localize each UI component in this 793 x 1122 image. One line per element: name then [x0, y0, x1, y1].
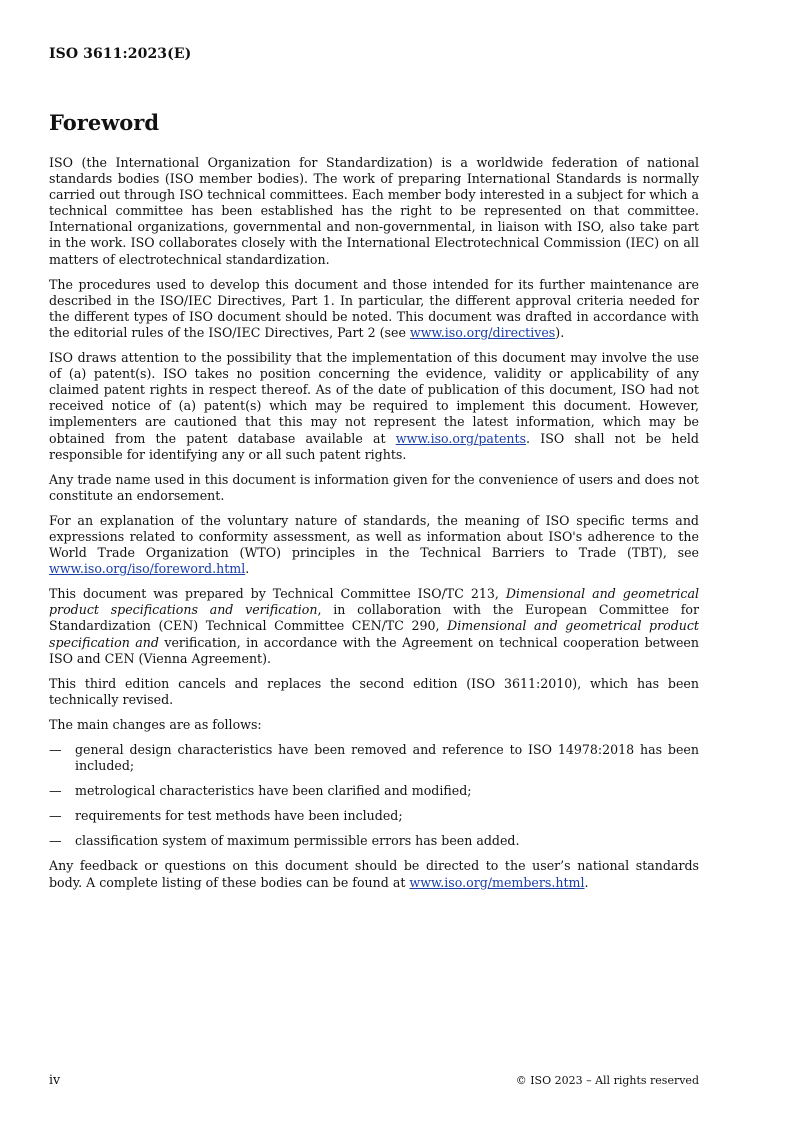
paragraph-procedures: The procedures used to develop this document and those intended for its further maintenance are described in the ISO/IEC Directives, Part 1. In particular, the different approval criteria needed for the different types of ISO document should be noted. This document was drafted in accordance with the editorial rules of the ISO/IEC Directives, Part 2 (see www.iso.org/directives).	[49, 276, 699, 340]
list-item: — classification system of maximum permissible errors has been added.	[49, 833, 520, 849]
paragraph-feedback: Any feedback or questions on this document should be directed to the user’s national standards body. A complete listing of these bodies can be found at www.iso.org/members.html.	[49, 858, 699, 890]
document-id: ISO 3611:2023(E)	[49, 46, 192, 62]
foreword-link[interactable]: www.iso.org/iso/foreword.html	[49, 561, 246, 577]
paragraph-voluntary-nature: For an explanation of the voluntary nature of standards, the meaning of ISO specific terms and expressions related to conformity assessment, as well as information about ISO's adherence to the World Trade Organization (WTO) principles in the Technical Barriers to Trade (TBT), see www.iso.org/iso/foreword.html.	[49, 512, 699, 577]
paragraph-trade-name: Any trade name used in this document is information given for the convenience of users and does not constitute an endorsement.	[49, 471, 699, 503]
page-number: iv	[49, 1072, 61, 1087]
paragraph-iso-intro: ISO (the International Organization for Standardization) is a worldwide federation of national standards bodies (ISO member bodies). The work of preparing International Standards is normally carried out through ISO technical committees. Each member body interested in a subject for which a technical committee has been established has the right to be represented on that committee. International organizations, governmental and non-governmental, in liaison with ISO, also take part in the work. ISO collaborates closely with the International Electrotechnical Commission (IEC) on all matters of electrotechnical standardization.	[49, 155, 699, 267]
list-dash: —	[49, 833, 62, 849]
foreword-body	[49, 155, 699, 900]
page-title: Foreword	[49, 110, 160, 135]
paragraph-edition: This third edition cancels and replaces the second edition (ISO 3611:2010), which has been technically revised.	[49, 675, 699, 707]
list-item: — metrological characteristics have been clarified and modified;	[49, 783, 472, 799]
paragraph-changes-intro: The main changes are as follows:	[49, 716, 262, 732]
paragraph-patents: ISO draws attention to the possibility that the implementation of this document may involve the use of (a) patent(s). ISO takes no position concerning the evidence, validity or applicability of any claimed patent rights in respect thereof. As of the date of publication of this document, ISO had not received notice of (a) patent(s) which may be required to implement this document. However, implementers are cautioned that this may not represent the latest information, which may be obtained from the patent database available at www.iso.org/patents. ISO shall not be held responsible for identifying any or all such patent rights.	[49, 350, 699, 462]
members-link[interactable]: www.iso.org/members.html	[409, 874, 585, 890]
paragraph-committee: This document was prepared by Technical Committee ISO/TC 213, Dimensional and geometrical product specifications and verification, in collaboration with the European Committee for Standardization (CEN) Technical Committee CEN/TC 290, Dimensional and geometrical product specification and verification, in accordance with the Agreement on technical cooperation between ISO and CEN (Vienna Agreement).	[49, 586, 699, 666]
list-item: — requirements for test methods have been included;	[49, 808, 403, 824]
list-item: — general design characteristics have been removed and reference to ISO 14978:2018 has been included;	[49, 742, 699, 774]
list-dash: —	[49, 808, 62, 824]
directives-link[interactable]: www.iso.org/directives	[409, 324, 556, 340]
list-dash: —	[49, 742, 62, 757]
list-dash: —	[49, 783, 62, 799]
copyright-notice: © ISO 2023 – All rights reserved	[515, 1074, 699, 1087]
patents-link[interactable]: www.iso.org/patents	[395, 430, 527, 446]
